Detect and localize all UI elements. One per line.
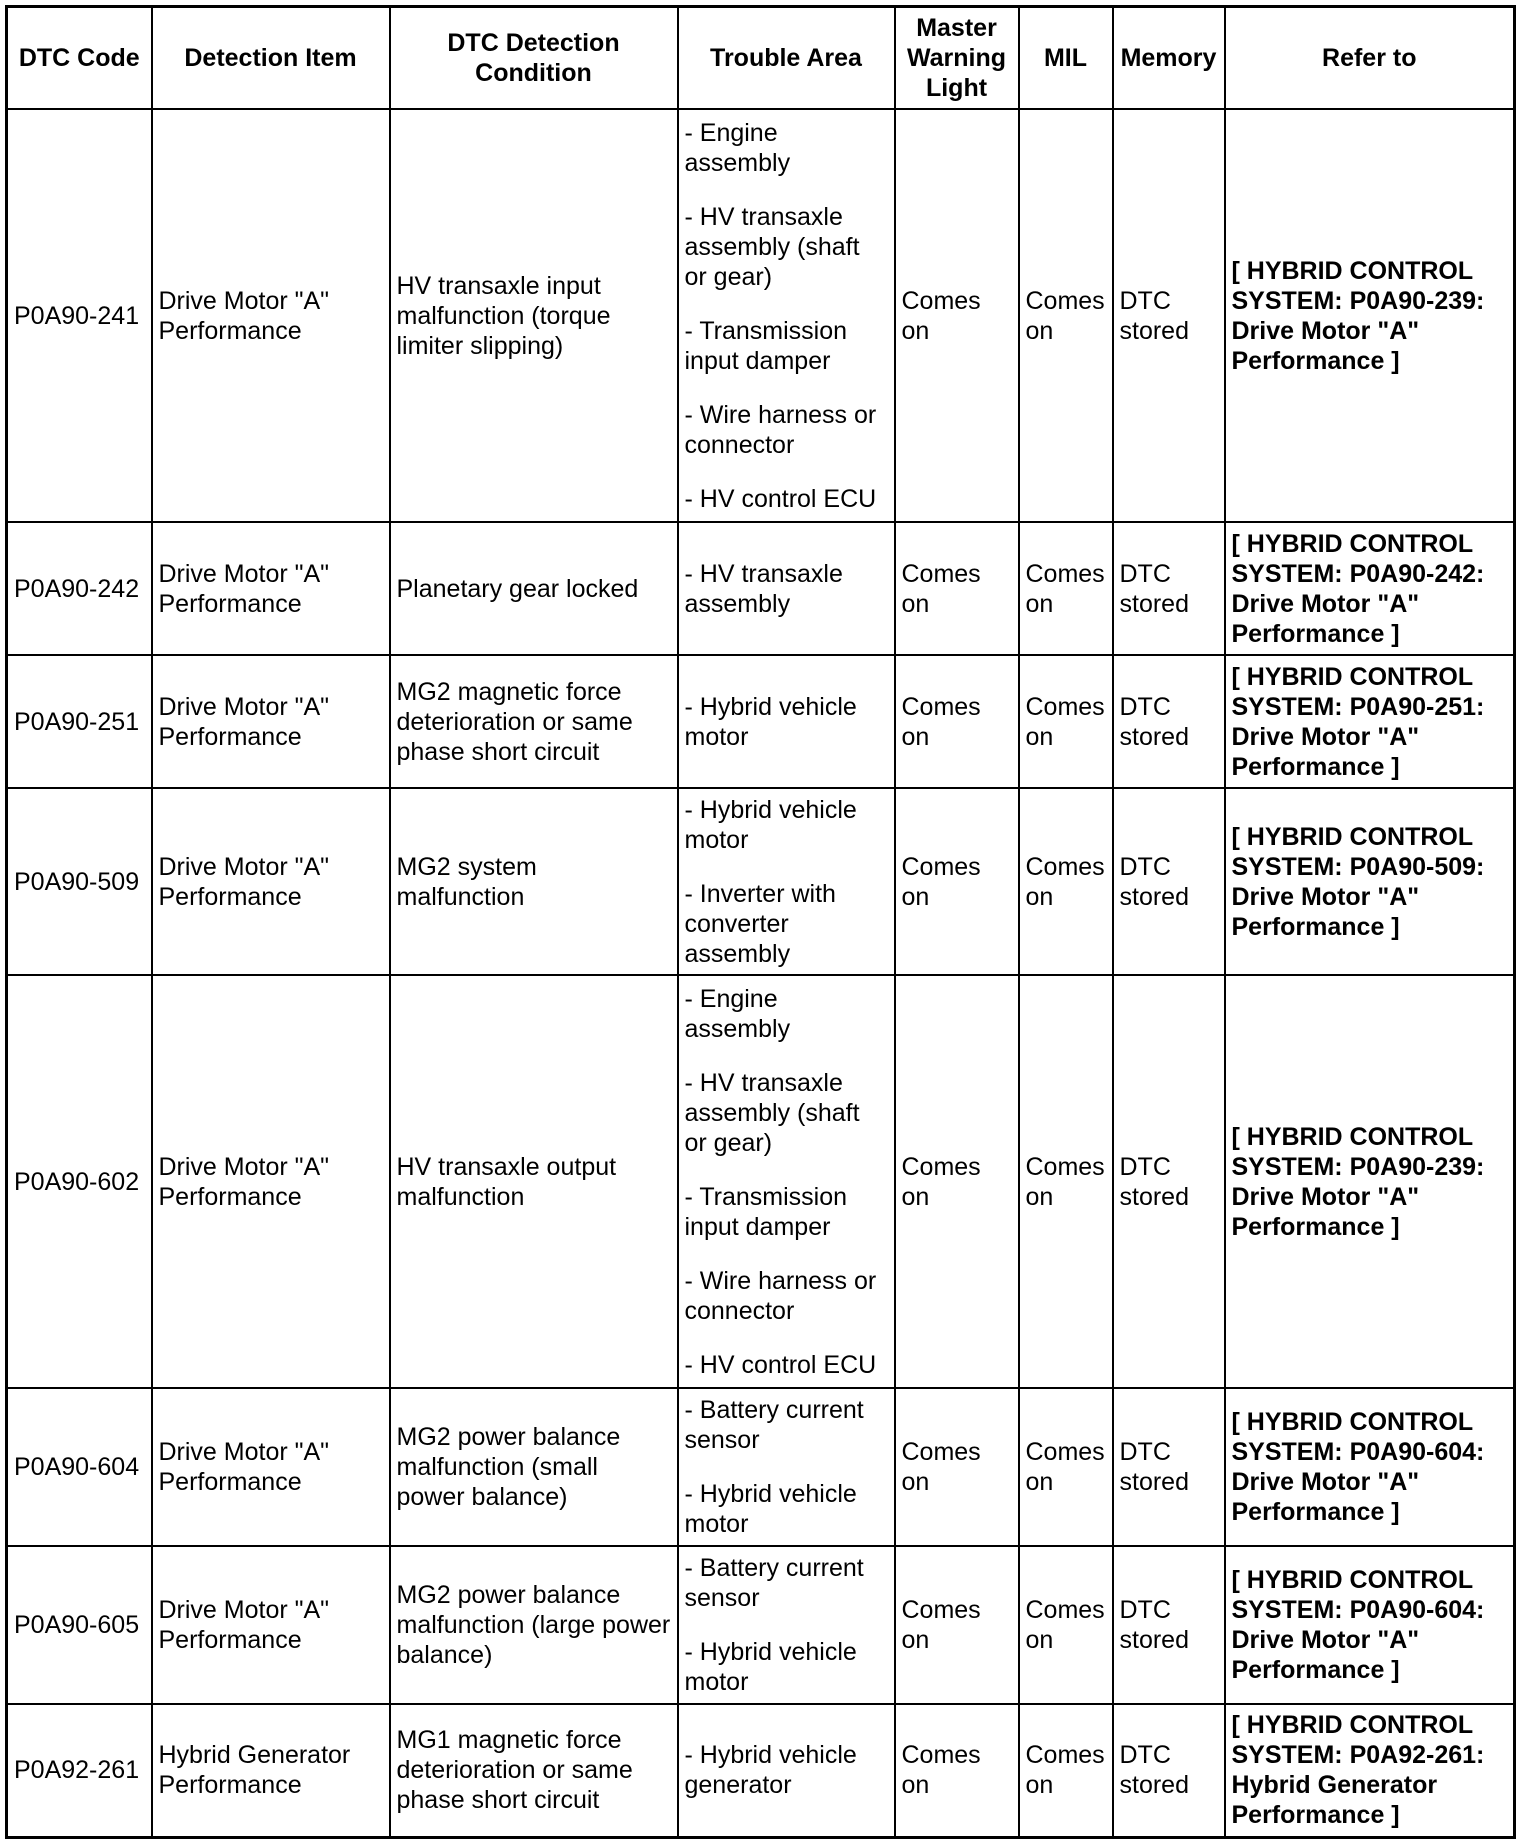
trouble-area-item: - Engine assembly bbox=[684, 984, 791, 1043]
refer-to-cell: [ HYBRID CONTROL SYSTEM: P0A90-604: Drive Motor "A" Performance ] bbox=[1225, 1388, 1515, 1546]
trouble-area-item: - Hybrid vehicle motor bbox=[684, 692, 857, 751]
memory-cell: DTC stored bbox=[1113, 788, 1225, 975]
trouble-area-item: - Battery current sensor bbox=[684, 1396, 864, 1454]
trouble-area-item: - Hybrid vehicle generator bbox=[684, 1741, 857, 1800]
dtc-code-cell: P0A90-242 bbox=[7, 522, 152, 655]
trouble-area-item: - Engine assembly bbox=[684, 118, 791, 177]
master-warning-cell: Comes on bbox=[895, 1546, 1019, 1704]
mil-cell: Comes on bbox=[1019, 1704, 1113, 1837]
table-row bbox=[7, 1388, 1515, 1546]
table-row bbox=[7, 655, 1515, 788]
detection-condition-cell: MG2 power balance malfunction (small power balance) bbox=[390, 1388, 678, 1546]
master-warning-cell: Comes on bbox=[895, 788, 1019, 975]
master-warning-cell: Comes on bbox=[895, 655, 1019, 788]
mil-cell: Comes on bbox=[1019, 522, 1113, 655]
mil-cell: Comes on bbox=[1019, 975, 1113, 1388]
trouble-area-item: - HV control ECU bbox=[684, 1350, 877, 1379]
header-refer-to: Refer to bbox=[1225, 7, 1515, 110]
memory-cell: DTC stored bbox=[1113, 975, 1225, 1388]
header-detection-condition: DTC Detection Condition bbox=[390, 7, 678, 110]
trouble-area-item: - Wire harness or connector bbox=[684, 1266, 877, 1325]
memory-cell: DTC stored bbox=[1113, 1546, 1225, 1704]
trouble-area-item: - HV transaxle assembly bbox=[684, 559, 843, 618]
master-warning-cell: Comes on bbox=[895, 1388, 1019, 1546]
header-memory: Memory bbox=[1113, 7, 1225, 110]
detection-item-cell: Hybrid Generator Performance bbox=[152, 1704, 390, 1837]
table-row bbox=[7, 788, 1515, 975]
header-dtc-code: DTC Code bbox=[7, 7, 152, 110]
dtc-code-cell: P0A90-241 bbox=[7, 109, 152, 522]
trouble-area-cell bbox=[678, 1546, 895, 1704]
refer-to-cell: [ HYBRID CONTROL SYSTEM: P0A90-239: Drive Motor "A" Performance ] bbox=[1225, 109, 1515, 522]
detection-condition-cell: MG2 magnetic force deterioration or same phase short circuit bbox=[390, 655, 678, 788]
dtc-code-cell: P0A90-604 bbox=[7, 1388, 152, 1546]
trouble-area-cell bbox=[678, 109, 895, 522]
dtc-code-cell: P0A92-261 bbox=[7, 1704, 152, 1837]
refer-to-cell: [ HYBRID CONTROL SYSTEM: P0A90-509: Drive Motor "A" Performance ] bbox=[1225, 788, 1515, 975]
table-row bbox=[7, 522, 1515, 655]
refer-to-cell: [ HYBRID CONTROL SYSTEM: P0A90-239: Drive Motor "A" Performance ] bbox=[1225, 975, 1515, 1388]
detection-item-cell: Drive Motor "A" Performance bbox=[152, 522, 390, 655]
header-trouble-area: Trouble Area bbox=[678, 7, 895, 110]
trouble-area-cell bbox=[678, 1704, 895, 1837]
header-detection-item: Detection Item bbox=[152, 7, 390, 110]
detection-condition-cell: HV transaxle output malfunction bbox=[390, 975, 678, 1388]
detection-item-cell: Drive Motor "A" Performance bbox=[152, 109, 390, 522]
trouble-area-cell bbox=[678, 522, 895, 655]
memory-cell: DTC stored bbox=[1113, 522, 1225, 655]
trouble-area-item: - Inverter with converter assembly bbox=[684, 879, 836, 968]
mil-cell: Comes on bbox=[1019, 109, 1113, 522]
dtc-code-cell: P0A90-251 bbox=[7, 655, 152, 788]
master-warning-cell: Comes on bbox=[895, 522, 1019, 655]
dtc-code-cell: P0A90-509 bbox=[7, 788, 152, 975]
refer-to-cell: [ HYBRID CONTROL SYSTEM: P0A90-604: Drive Motor "A" Performance ] bbox=[1225, 1546, 1515, 1704]
memory-cell: DTC stored bbox=[1113, 1704, 1225, 1837]
detection-condition-cell: Planetary gear locked bbox=[390, 522, 678, 655]
trouble-area-item: - Hybrid vehicle motor bbox=[684, 1480, 857, 1538]
master-warning-cell: Comes on bbox=[895, 1704, 1019, 1837]
master-warning-cell: Comes on bbox=[895, 109, 1019, 522]
table-row bbox=[7, 109, 1515, 522]
trouble-area-item: - Hybrid vehicle motor bbox=[684, 795, 857, 854]
trouble-area-item: - HV transaxle assembly (shaft or gear) bbox=[684, 202, 860, 291]
trouble-area-item: - Transmission input damper bbox=[684, 1182, 848, 1241]
trouble-area-cell bbox=[678, 788, 895, 975]
memory-cell: DTC stored bbox=[1113, 109, 1225, 522]
detection-item-cell: Drive Motor "A" Performance bbox=[152, 788, 390, 975]
refer-to-cell: [ HYBRID CONTROL SYSTEM: P0A90-251: Drive Motor "A" Performance ] bbox=[1225, 655, 1515, 788]
detection-condition-cell: MG1 magnetic force deterioration or same phase short circuit bbox=[390, 1704, 678, 1837]
trouble-area-item: - Battery current sensor bbox=[684, 1554, 864, 1612]
dtc-code-cell: P0A90-605 bbox=[7, 1546, 152, 1704]
trouble-area-cell bbox=[678, 655, 895, 788]
header-master-warning-light: Master Warning Light bbox=[895, 7, 1019, 110]
refer-to-cell: [ HYBRID CONTROL SYSTEM: P0A90-242: Drive Motor "A" Performance ] bbox=[1225, 522, 1515, 655]
dtc-table bbox=[5, 5, 1516, 1839]
table-row bbox=[7, 975, 1515, 1388]
trouble-area-item: - Transmission input damper bbox=[684, 316, 848, 375]
mil-cell: Comes on bbox=[1019, 788, 1113, 975]
table-row bbox=[7, 1704, 1515, 1837]
memory-cell: DTC stored bbox=[1113, 1388, 1225, 1546]
trouble-area-cell bbox=[678, 1388, 895, 1546]
trouble-area-item: - Hybrid vehicle motor bbox=[684, 1638, 857, 1696]
mil-cell: Comes on bbox=[1019, 1388, 1113, 1546]
trouble-area-item: - HV transaxle assembly (shaft or gear) bbox=[684, 1068, 860, 1157]
memory-cell: DTC stored bbox=[1113, 655, 1225, 788]
dtc-code-cell: P0A90-602 bbox=[7, 975, 152, 1388]
trouble-area-item: - HV control ECU bbox=[684, 484, 877, 513]
detection-item-cell: Drive Motor "A" Performance bbox=[152, 655, 390, 788]
trouble-area-item: - Wire harness or connector bbox=[684, 400, 877, 459]
detection-item-cell: Drive Motor "A" Performance bbox=[152, 975, 390, 1388]
mil-cell: Comes on bbox=[1019, 655, 1113, 788]
mil-cell: Comes on bbox=[1019, 1546, 1113, 1704]
header-mil: MIL bbox=[1019, 7, 1113, 110]
detection-item-cell: Drive Motor "A" Performance bbox=[152, 1388, 390, 1546]
header-row bbox=[7, 7, 1515, 110]
detection-condition-cell: HV transaxle input malfunction (torque limiter slipping) bbox=[390, 109, 678, 522]
refer-to-cell: [ HYBRID CONTROL SYSTEM: P0A92-261: Hybrid Generator Performance ] bbox=[1225, 1704, 1515, 1837]
detection-item-cell: Drive Motor "A" Performance bbox=[152, 1546, 390, 1704]
table-row bbox=[7, 1546, 1515, 1704]
trouble-area-cell bbox=[678, 975, 895, 1388]
detection-condition-cell: MG2 power balance malfunction (large power balance) bbox=[390, 1546, 678, 1704]
detection-condition-cell: MG2 system malfunction bbox=[390, 788, 678, 975]
master-warning-cell: Comes on bbox=[895, 975, 1019, 1388]
